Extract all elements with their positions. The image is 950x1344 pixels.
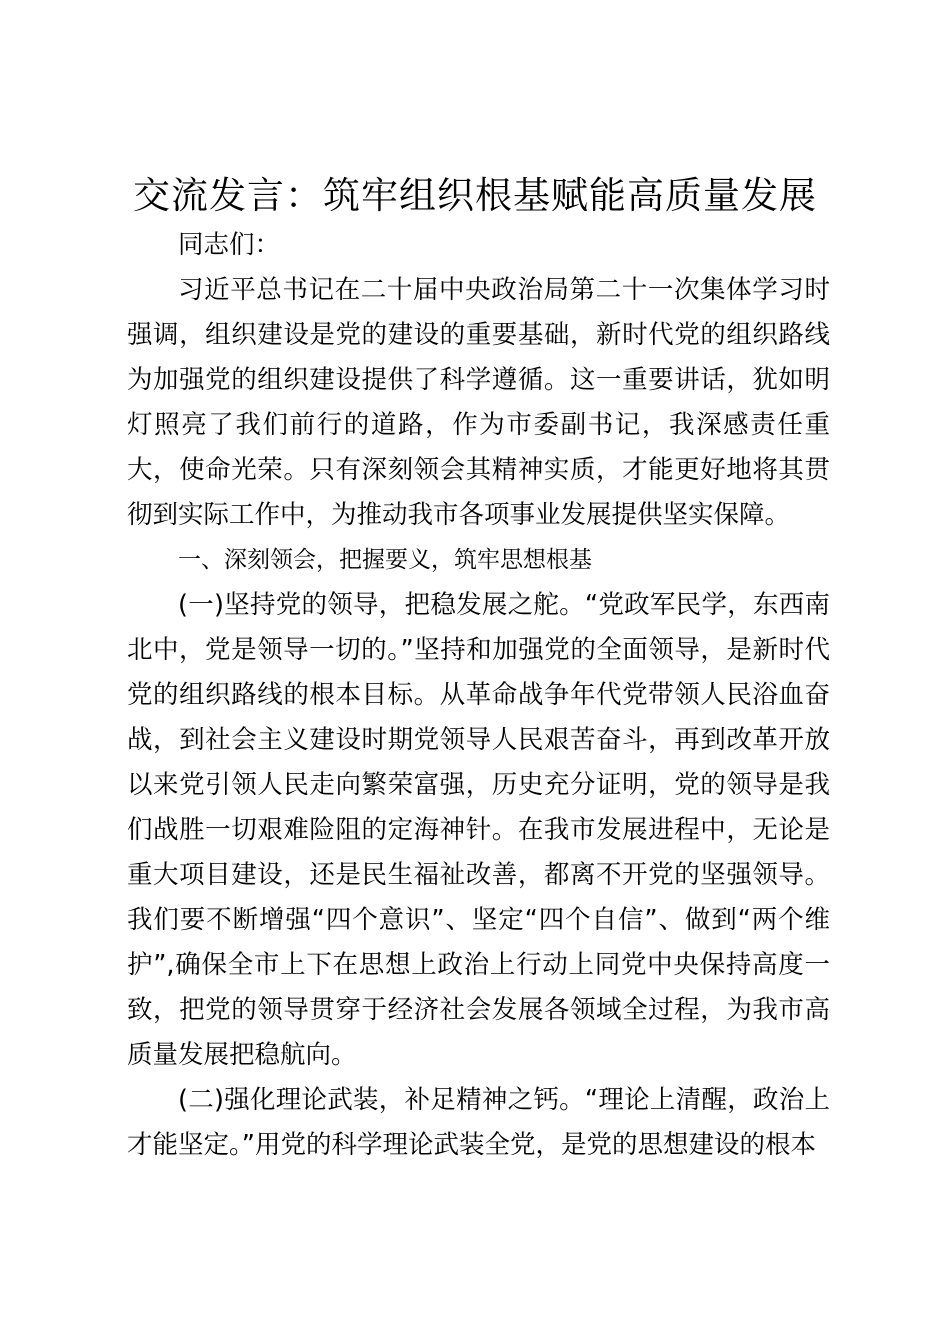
paragraph-point-2: (二)强化理论武装，补足精神之钙。“理论上清醒，政治上才能坚定。”用党的科学理论武装全党，是党的思想建设的根本 (127, 1085, 830, 1160)
document-title: 交流发言：筑牢组织根基赋能高质量发展 (133, 174, 817, 217)
section-heading-1: 一、深刻领会，把握要义，筑牢思想根基 (178, 547, 592, 573)
paragraph-intro: 习近平总书记在二十届中央政治局第二十一次集体学习时强调，组织建设是党的建设的重要基础，新时代党的组织路线为加强党的组织建设提供了科学遵循。这一重要讲话，犹如明灯照亮了我们前行的道路，作为市委副书记，我深感责任重大，使命光荣。只有深刻领会其精神实质，才能更好地将其贯彻到实际工作中，为推动我市各项事业发展提供坚实保障。 (127, 275, 830, 530)
salutation: 同志们： (178, 230, 281, 260)
document-body (127, 223, 830, 1168)
paragraph-point-1: (一)坚持党的领导，把稳发展之舵。“党政军民学，东西南北中，党是领导一切的。”坚持和加强党的全面领导，是新时代党的组织路线的根本目标。从革命战争年代党带领人民浴血奋战，到社会主义建设时期党领导人民艰苦奋斗，再到改革开放以来党引领人民走向繁荣富强，历史充分证明，党的领导是我们战胜一切艰难险阻的定海神针。在我市发展进程中，无论是重大项目建设，还是民生福祉改善，都离不开党的坚强领导。我们要不断增强“四个意识”、坚定“四个自信”、做到“两个维护”,确保全市上下在思想上政治上行动上同党中央保持高度一致，把党的领导贯穿于经济社会发展各领域全过程，为我市高质量发展把稳航向。 (127, 590, 830, 1070)
